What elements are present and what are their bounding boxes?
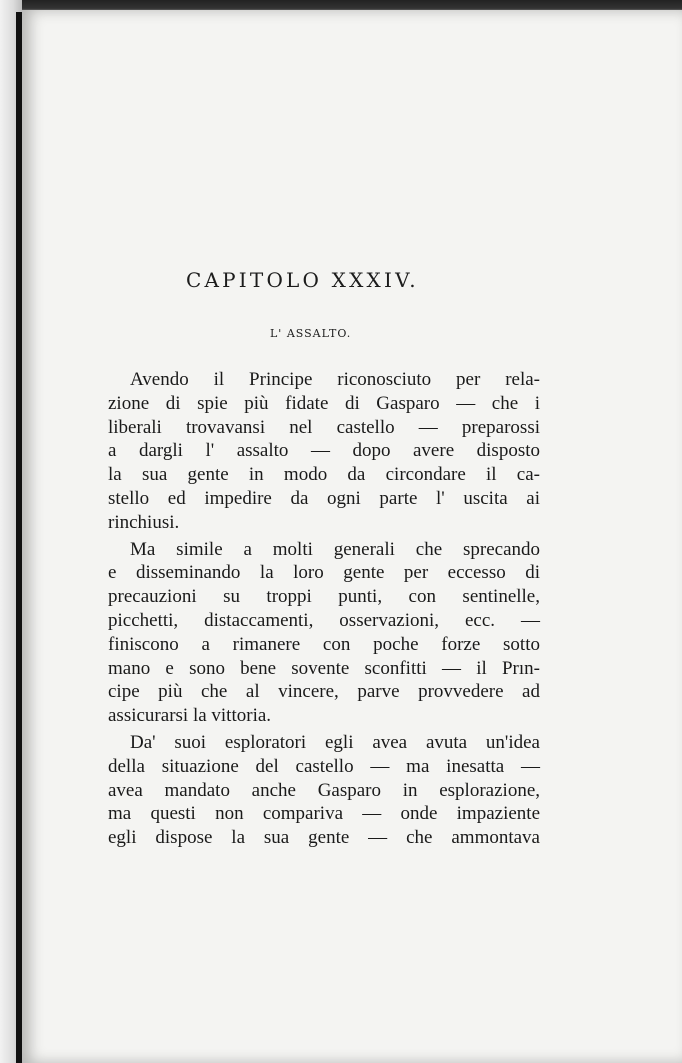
text-line: a dargli l' assalto — dopo avere disposto	[108, 440, 540, 462]
text-line: mano e sono bene sovente sconfitti — il Prın-	[108, 657, 540, 679]
paragraph-2	[108, 538, 540, 728]
text-line: finiscono a rimanere con poche forze sotto	[108, 633, 540, 655]
text-line: avea mandato anche Gasparo in esplorazione,	[108, 779, 540, 801]
chapter-heading: CAPITOLO XXXIV.	[186, 268, 419, 292]
text-line: zione di spie più fidate di Gasparo — che i	[108, 392, 540, 414]
text-line: cipe più che al vincere, parve provvedere ad	[108, 681, 540, 703]
text-line: precauzioni su troppi punti, con sentinelle,	[108, 586, 540, 608]
text-line: assicurarsi la vittoria.	[108, 705, 272, 727]
text-line: e disseminando la loro gente per eccesso di	[108, 562, 540, 584]
text-line: liberali trovavansi nel castello — preparossi	[108, 416, 540, 438]
text-line: stello ed impedire da ogni parte l' uscita ai	[108, 487, 540, 509]
text-line: Da' suoi esploratori egli avea avuta un'idea	[130, 731, 540, 753]
text-line: Ma simile a molti generali che sprecando	[130, 538, 540, 560]
body-text	[108, 368, 540, 850]
text-line: rinchiusi.	[108, 511, 180, 533]
chapter-subtitle: L' ASSALTO.	[270, 327, 352, 340]
text-line: egli dispose la sua gente — che ammontava	[108, 827, 540, 849]
text-line: della situazione del castello — ma inesatta —	[108, 755, 540, 777]
paragraph-3	[108, 731, 540, 850]
text-line: Avendo il Principe riconosciuto per rela-	[130, 369, 540, 390]
text-line: picchetti, distaccamenti, osservazioni, ecc. —	[108, 609, 540, 631]
text-line: la sua gente in modo da circondare il ca-	[108, 464, 540, 486]
paragraph-1	[108, 368, 540, 535]
text-line: ma questi non compariva — onde impaziente	[108, 803, 540, 825]
